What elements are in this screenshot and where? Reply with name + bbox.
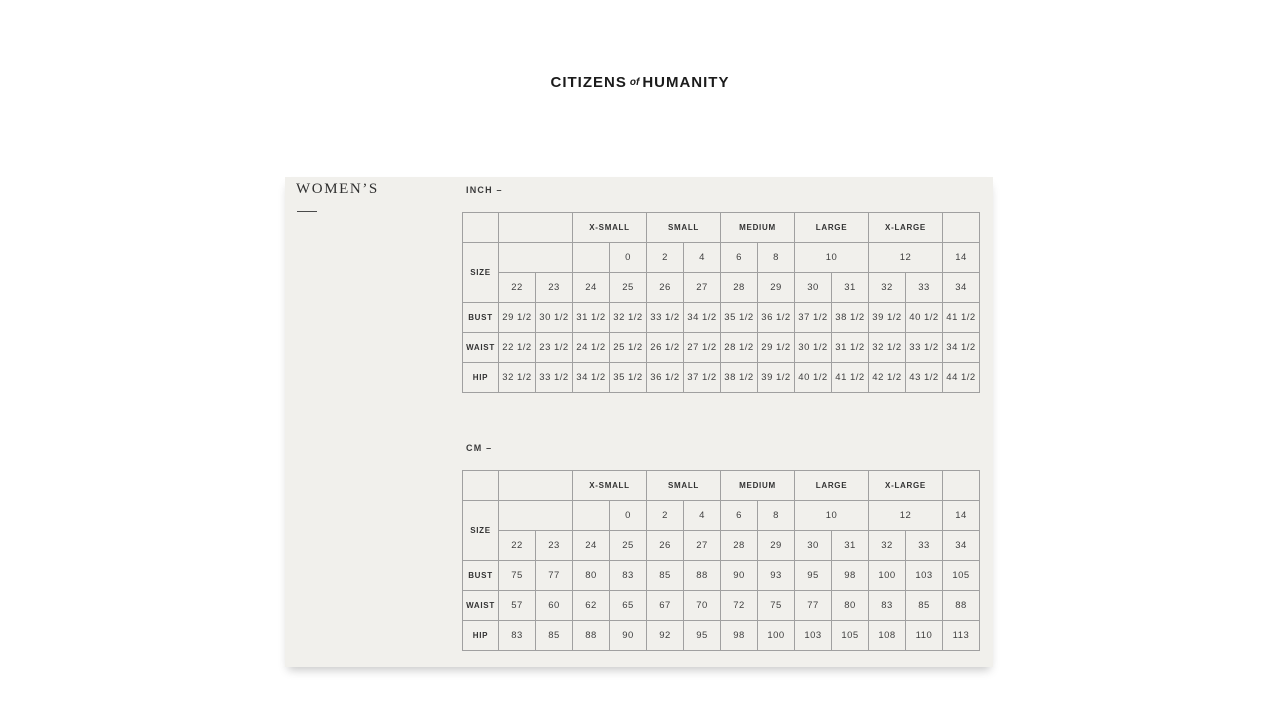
numeric-size-row [463,243,980,273]
measurement-label-cell: BUST [463,561,499,591]
empty-cell [499,471,573,501]
measurement-value-cell: 65 [610,591,647,621]
size-group-cell: X-LARGE [869,471,943,501]
empty-cell [573,501,610,531]
size-value-cell: 22 [499,531,536,561]
size-value-cell: 32 [869,531,906,561]
numeric-size-cell: 6 [721,501,758,531]
size-group-cell: SMALL [647,213,721,243]
numeric-size-cell: 12 [869,501,943,531]
numeric-size-cell: 8 [758,501,795,531]
measurement-value-cell: 98 [721,621,758,651]
measurement-value-cell: 28 1/2 [721,333,758,363]
size-group-cell: X-SMALL [573,213,647,243]
size-value-cell: 34 [943,273,980,303]
measurement-row-hip [463,621,980,651]
brand-logo-of: of [629,77,640,88]
empty-cell [943,471,980,501]
measurement-value-cell: 36 1/2 [647,363,684,393]
measurement-value-cell: 27 1/2 [684,333,721,363]
numeric-size-cell: 0 [610,501,647,531]
numeric-size-cell: 14 [943,501,980,531]
brand-logo [0,74,1280,91]
section-title-womens: WOMEN’S [296,181,379,197]
measurement-value-cell: 29 1/2 [499,303,536,333]
size-value-cell: 32 [869,273,906,303]
measurement-value-cell: 29 1/2 [758,333,795,363]
size-chart-panel [285,177,993,667]
measurement-value-cell: 77 [536,561,573,591]
size-value-cell: 34 [943,531,980,561]
size-value-cell: 28 [721,273,758,303]
measurement-value-cell: 75 [499,561,536,591]
cm-size-table [462,470,980,651]
measurement-label-cell: WAIST [463,333,499,363]
measurement-value-cell: 75 [758,591,795,621]
measurement-row-waist [463,591,980,621]
size-group-cell: X-LARGE [869,213,943,243]
measurement-value-cell: 33 1/2 [647,303,684,333]
measurement-value-cell: 39 1/2 [869,303,906,333]
numeric-size-cell: 0 [610,243,647,273]
size-row-label-cell: SIZE [463,501,499,561]
measurement-label-cell: WAIST [463,591,499,621]
size-row [463,273,980,303]
measurement-value-cell: 31 1/2 [832,333,869,363]
measurement-value-cell: 80 [573,561,610,591]
measurement-value-cell: 32 1/2 [610,303,647,333]
measurement-value-cell: 35 1/2 [610,363,647,393]
size-group-cell: LARGE [795,471,869,501]
measurement-value-cell: 38 1/2 [832,303,869,333]
corner-cell [463,213,499,243]
cm-table-label: CM – [466,443,493,453]
measurement-label-cell: HIP [463,363,499,393]
size-value-cell: 24 [573,531,610,561]
empty-cell [499,213,573,243]
measurement-value-cell: 93 [758,561,795,591]
measurement-value-cell: 90 [721,561,758,591]
numeric-size-row [463,501,980,531]
measurement-value-cell: 88 [943,591,980,621]
measurement-value-cell: 95 [684,621,721,651]
measurement-value-cell: 85 [906,591,943,621]
measurement-value-cell: 30 1/2 [536,303,573,333]
measurement-value-cell: 44 1/2 [943,363,980,393]
measurement-value-cell: 105 [832,621,869,651]
empty-cell [499,243,573,273]
size-value-cell: 23 [536,531,573,561]
measurement-value-cell: 83 [610,561,647,591]
measurement-value-cell: 38 1/2 [721,363,758,393]
size-value-cell: 23 [536,273,573,303]
measurement-value-cell: 35 1/2 [721,303,758,333]
empty-cell [573,243,610,273]
size-value-cell: 30 [795,531,832,561]
size-value-cell: 31 [832,531,869,561]
brand-logo-citizens: CITIZENS [550,74,627,91]
measurement-value-cell: 77 [795,591,832,621]
measurement-value-cell: 57 [499,591,536,621]
numeric-size-cell: 4 [684,243,721,273]
size-value-cell: 33 [906,273,943,303]
size-group-cell: LARGE [795,213,869,243]
measurement-value-cell: 98 [832,561,869,591]
measurement-value-cell: 83 [499,621,536,651]
measurement-value-cell: 92 [647,621,684,651]
measurement-value-cell: 34 1/2 [943,333,980,363]
measurement-value-cell: 30 1/2 [795,333,832,363]
measurement-value-cell: 100 [869,561,906,591]
measurement-value-cell: 60 [536,591,573,621]
size-value-cell: 25 [610,531,647,561]
size-value-cell: 30 [795,273,832,303]
measurement-value-cell: 85 [536,621,573,651]
measurement-row-bust [463,303,980,333]
measurement-row-hip [463,363,980,393]
empty-cell [499,501,573,531]
measurement-value-cell: 25 1/2 [610,333,647,363]
measurement-value-cell: 24 1/2 [573,333,610,363]
measurement-value-cell: 34 1/2 [573,363,610,393]
measurement-value-cell: 34 1/2 [684,303,721,333]
size-row [463,531,980,561]
measurement-value-cell: 103 [795,621,832,651]
size-value-cell: 25 [610,273,647,303]
size-group-row [463,213,980,243]
size-value-cell: 22 [499,273,536,303]
measurement-value-cell: 105 [943,561,980,591]
measurement-value-cell: 70 [684,591,721,621]
size-value-cell: 29 [758,531,795,561]
size-value-cell: 27 [684,273,721,303]
measurement-value-cell: 33 1/2 [906,333,943,363]
measurement-value-cell: 41 1/2 [943,303,980,333]
measurement-value-cell: 103 [906,561,943,591]
measurement-value-cell: 40 1/2 [795,363,832,393]
measurement-value-cell: 108 [869,621,906,651]
measurement-row-waist [463,333,980,363]
measurement-value-cell: 33 1/2 [536,363,573,393]
numeric-size-cell: 12 [869,243,943,273]
title-underline [297,211,317,212]
size-value-cell: 27 [684,531,721,561]
measurement-value-cell: 62 [573,591,610,621]
numeric-size-cell: 14 [943,243,980,273]
measurement-value-cell: 37 1/2 [684,363,721,393]
measurement-value-cell: 32 1/2 [499,363,536,393]
measurement-value-cell: 32 1/2 [869,333,906,363]
measurement-value-cell: 67 [647,591,684,621]
numeric-size-cell: 2 [647,243,684,273]
numeric-size-cell: 8 [758,243,795,273]
measurement-value-cell: 23 1/2 [536,333,573,363]
measurement-value-cell: 26 1/2 [647,333,684,363]
size-value-cell: 31 [832,273,869,303]
size-value-cell: 26 [647,531,684,561]
measurement-value-cell: 110 [906,621,943,651]
brand-logo-humanity: HUMANITY [642,74,730,91]
measurement-value-cell: 100 [758,621,795,651]
measurement-value-cell: 113 [943,621,980,651]
measurement-value-cell: 43 1/2 [906,363,943,393]
measurement-row-bust [463,561,980,591]
size-value-cell: 26 [647,273,684,303]
size-group-cell: X-SMALL [573,471,647,501]
measurement-value-cell: 40 1/2 [906,303,943,333]
measurement-value-cell: 31 1/2 [573,303,610,333]
size-group-cell: MEDIUM [721,213,795,243]
measurement-value-cell: 95 [795,561,832,591]
measurement-value-cell: 72 [721,591,758,621]
size-value-cell: 28 [721,531,758,561]
size-group-cell: MEDIUM [721,471,795,501]
empty-cell [943,213,980,243]
measurement-value-cell: 88 [684,561,721,591]
measurement-value-cell: 36 1/2 [758,303,795,333]
inch-table-label: INCH – [466,185,503,195]
corner-cell [463,471,499,501]
measurement-value-cell: 90 [610,621,647,651]
numeric-size-cell: 4 [684,501,721,531]
measurement-value-cell: 39 1/2 [758,363,795,393]
numeric-size-cell: 6 [721,243,758,273]
inch-size-table [462,212,980,393]
size-group-row [463,471,980,501]
measurement-value-cell: 80 [832,591,869,621]
measurement-value-cell: 22 1/2 [499,333,536,363]
size-value-cell: 24 [573,273,610,303]
measurement-label-cell: HIP [463,621,499,651]
size-group-cell: SMALL [647,471,721,501]
numeric-size-cell: 10 [795,501,869,531]
measurement-value-cell: 85 [647,561,684,591]
measurement-value-cell: 42 1/2 [869,363,906,393]
size-row-label-cell: SIZE [463,243,499,303]
numeric-size-cell: 10 [795,243,869,273]
numeric-size-cell: 2 [647,501,684,531]
size-value-cell: 33 [906,531,943,561]
measurement-value-cell: 37 1/2 [795,303,832,333]
measurement-value-cell: 83 [869,591,906,621]
measurement-label-cell: BUST [463,303,499,333]
measurement-value-cell: 41 1/2 [832,363,869,393]
measurement-value-cell: 88 [573,621,610,651]
size-value-cell: 29 [758,273,795,303]
